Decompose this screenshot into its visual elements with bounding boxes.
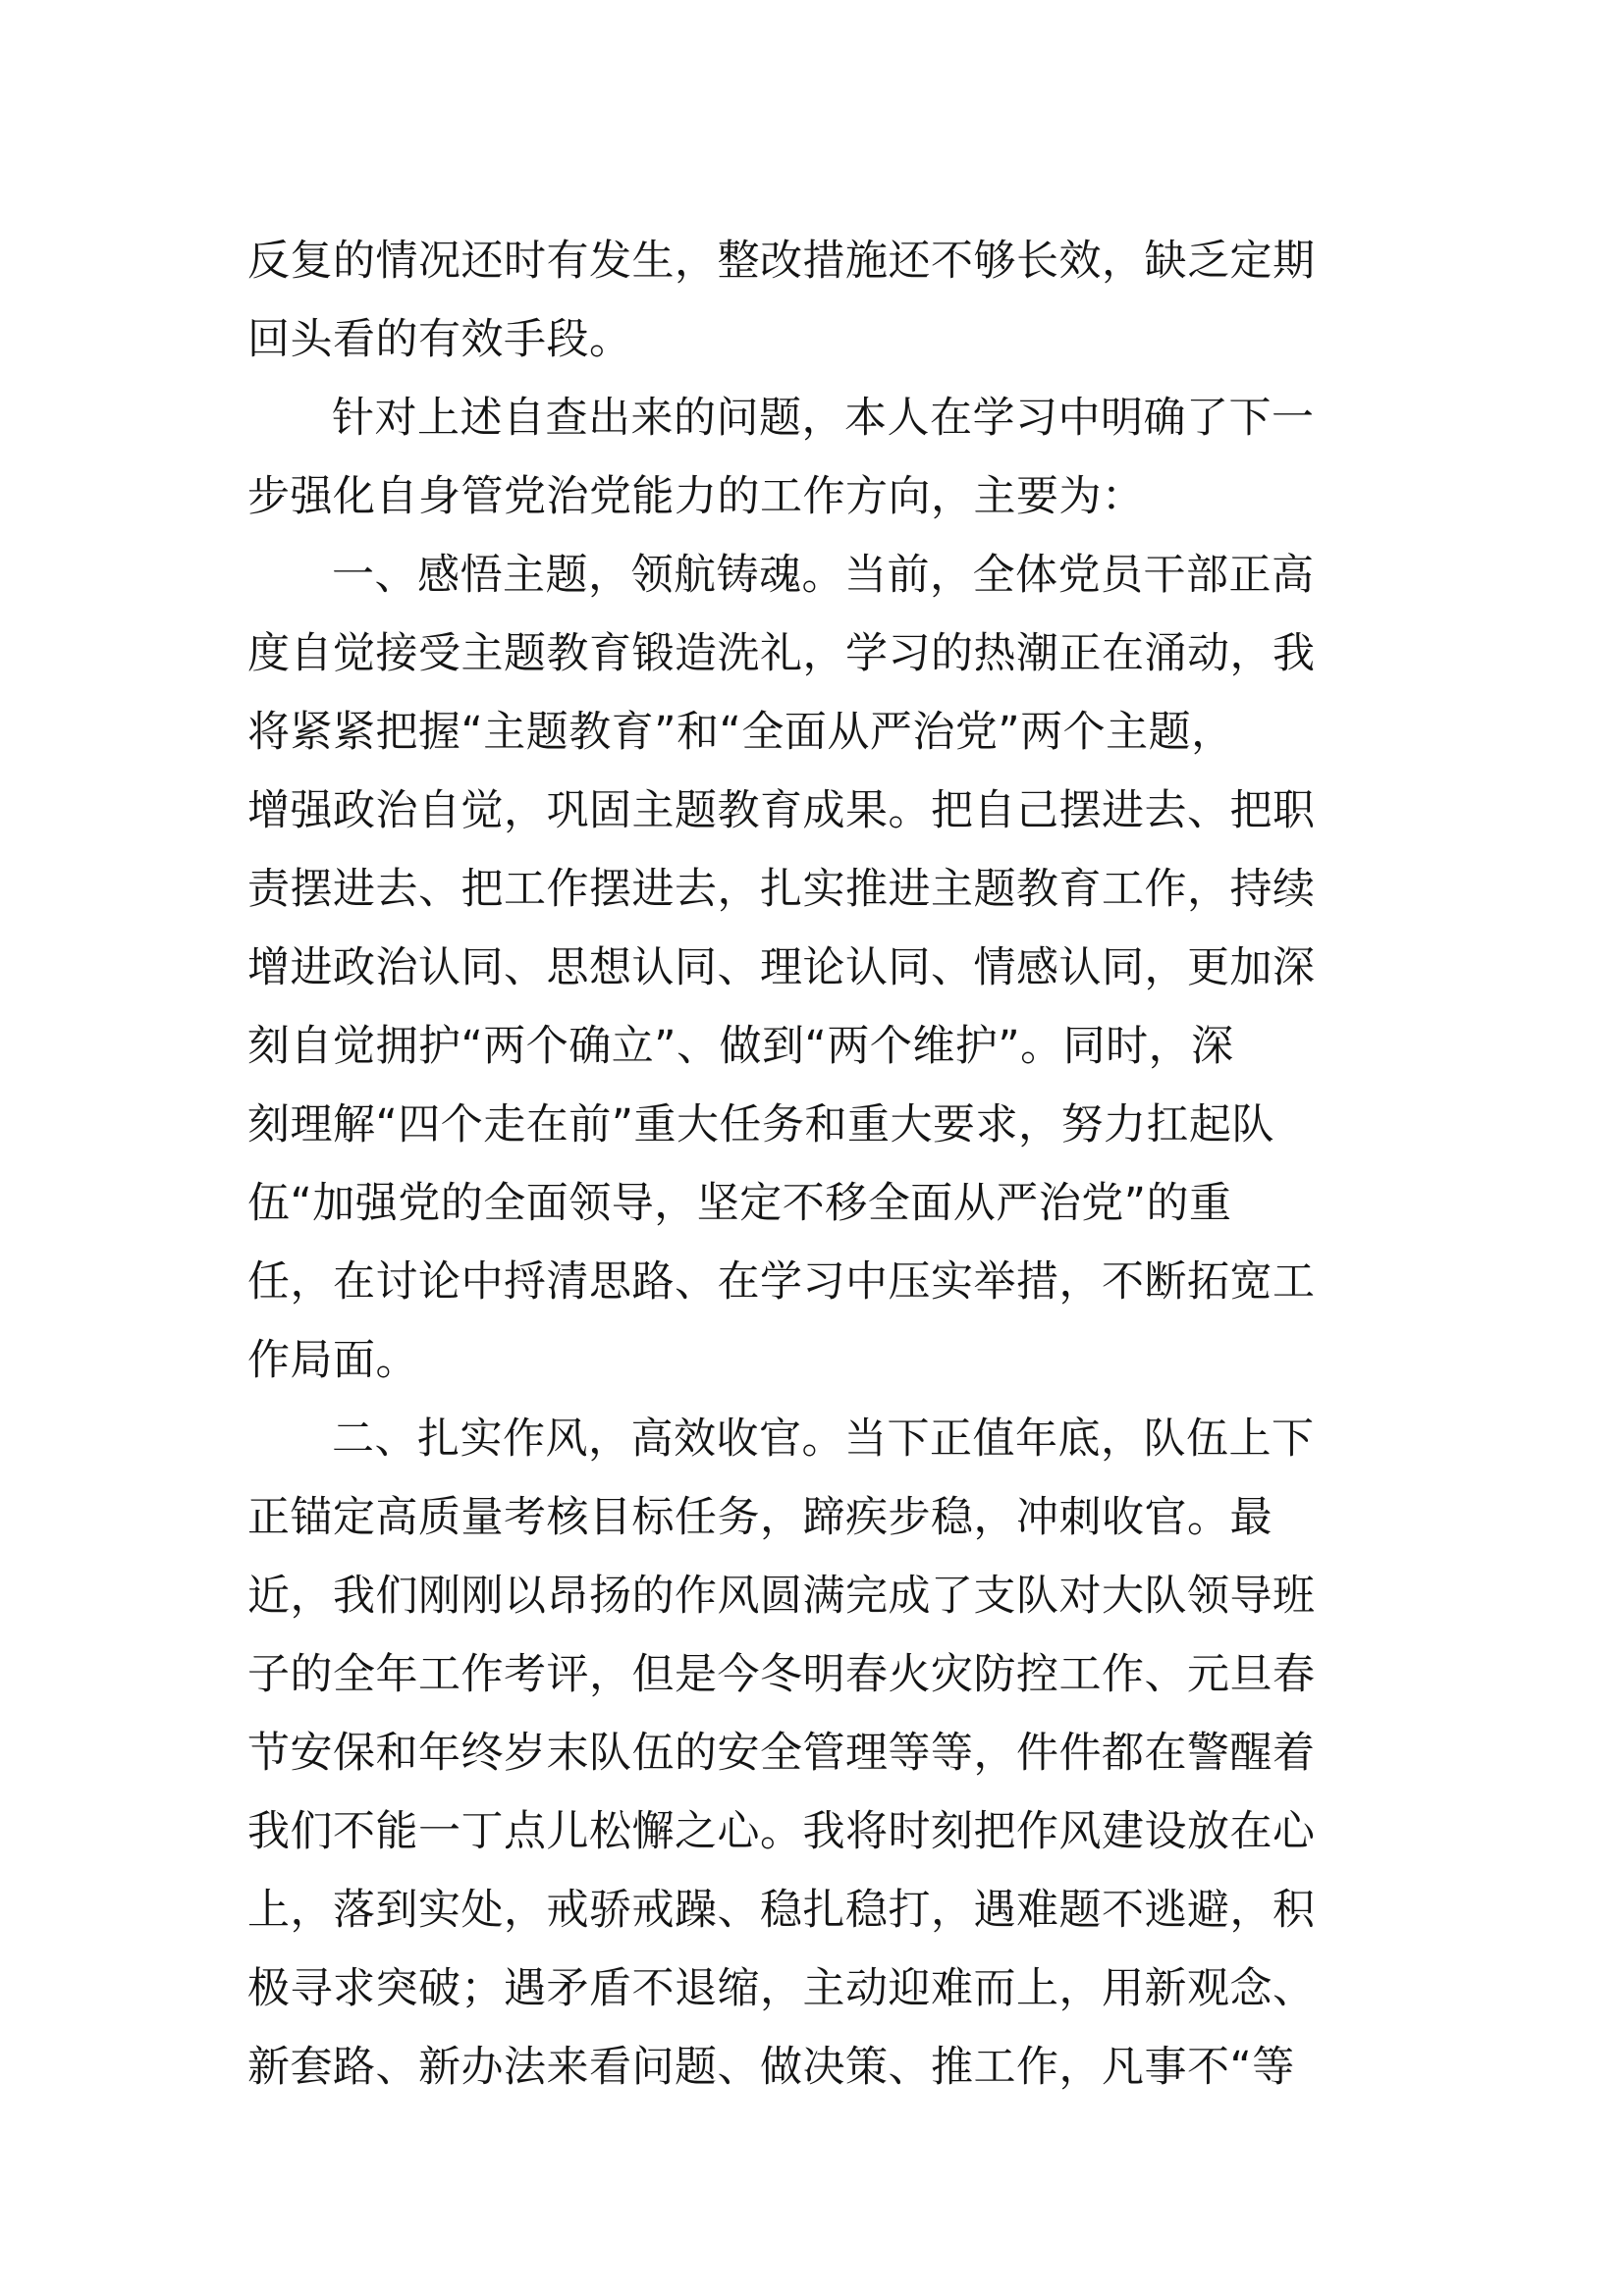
text-line: 伍“加强党的全面领导，坚定不移全面从严治党”的重 <box>247 1179 1232 1228</box>
text-line: 反复的情况还时有发生，整改措施还不够长效，缺乏定期 <box>247 237 1316 286</box>
text-line: 作局面。 <box>247 1336 418 1385</box>
text-line: 刻自觉拥护“两个确立”、做到“两个维护”。同时，深 <box>247 1022 1234 1071</box>
text-line: 责摆进去、把工作摆进去，扎实推进主题教育工作，持续 <box>247 865 1316 914</box>
text-line: 极寻求突破；遇矛盾不退缩，主动迎难而上，用新观念、 <box>247 1964 1316 2013</box>
paragraph-first-line: 针对上述自查出来的问题，本人在学习中明确了下一 <box>332 394 1315 443</box>
text-line: 近，我们刚刚以昂扬的作风圆满完成了支队对大队领导班 <box>247 1572 1316 1621</box>
text-line: 子的全年工作考评，但是今冬明春火灾防控工作、元旦春 <box>247 1650 1316 1699</box>
section-heading-line: 二、扎实作风，高效收官。当下正值年底，队伍上下 <box>332 1415 1315 1464</box>
text-line: 步强化自身管党治党能力的工作方向，主要为： <box>247 472 1145 521</box>
text-line: 正锚定高质量考核目标任务，蹄疾步稳，冲刺收官。最 <box>247 1493 1272 1542</box>
text-line: 刻理解“四个走在前”重大任务和重大要求，努力扛起队 <box>247 1100 1275 1149</box>
text-line: 度自觉接受主题教育锻造洗礼，学习的热潮正在涌动，我 <box>247 629 1316 678</box>
text-line: 任，在讨论中捋清思路、在学习中压实举措，不断拓宽工 <box>247 1257 1316 1307</box>
text-line: 增强政治自觉，巩固主题教育成果。把自己摆进去、把职 <box>247 786 1316 835</box>
text-line: 将紧紧把握“主题教育”和“全面从严治党”两个主题， <box>247 708 1234 757</box>
text-line: 新套路、新办法来看问题、做决策、推工作，凡事不“等 <box>247 2043 1295 2092</box>
text-line: 我们不能一丁点儿松懈之心。我将时刻把作风建设放在心 <box>247 1807 1316 1856</box>
section-heading-line: 一、感悟主题，领航铸魂。当前，全体党员干部正高 <box>332 551 1315 600</box>
text-line: 增进政治认同、思想认同、理论认同、情感认同，更加深 <box>247 943 1316 992</box>
text-line: 节安保和年终岁末队伍的安全管理等等，件件都在警醒着 <box>247 1729 1316 1778</box>
text-line: 上，落到实处，戒骄戒躁、稳扎稳打，遇难题不逃避，积 <box>247 1886 1316 1935</box>
body-text <box>247 222 1386 2107</box>
text-line: 回头看的有效手段。 <box>247 315 632 364</box>
